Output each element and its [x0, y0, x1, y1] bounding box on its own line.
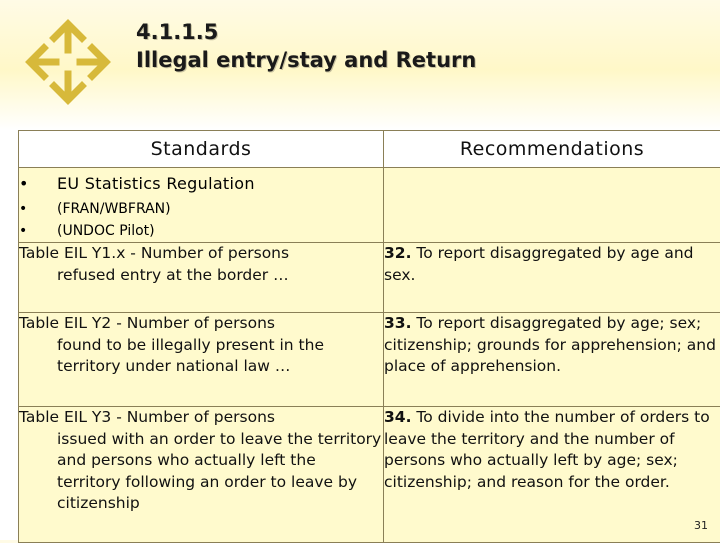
- standard-cell: [19, 407, 384, 543]
- standards-table: [18, 130, 720, 543]
- recommendation-number: 32.: [384, 244, 411, 262]
- four-arrows-icon: [24, 18, 112, 106]
- recommendation-number: 33.: [384, 314, 411, 332]
- recommendation-text: To report disaggregated by age; sex; citizenship; grounds for apprehension; and place of apprehension.: [384, 314, 716, 375]
- list-item: • EU Statistics Regulation: [19, 168, 383, 198]
- title-text: Illegal entry/stay and Return: [136, 46, 476, 74]
- list-item: • (UNDOC Pilot): [19, 220, 383, 242]
- section-number: 4.1.1.5: [136, 18, 476, 46]
- standard-cell: [19, 243, 384, 313]
- recommendation-text: To report disaggregated by age and sex.: [384, 244, 694, 284]
- slide-title: [136, 18, 476, 74]
- standard-cell: [19, 313, 384, 407]
- standard-detail: found to be illegally present in the territory under national law …: [19, 335, 383, 378]
- standard-title: Table EIL Y1.x - Number of persons: [19, 243, 383, 265]
- bullet-text: (FRAN/WBFRAN): [57, 198, 171, 220]
- table-row: [19, 313, 720, 407]
- standard-detail: refused entry at the border …: [19, 265, 383, 287]
- recommendation-cell: [384, 243, 720, 313]
- standard-detail: issued with an order to leave the territory and persons who actually left the territory following an order to leave by citizenship: [19, 429, 383, 515]
- bullet-list: [19, 168, 384, 243]
- standard-title: Table EIL Y2 - Number of persons: [19, 313, 383, 335]
- table-header-row: [19, 131, 720, 168]
- recommendation-cell: [384, 407, 720, 543]
- header-recommendations: Recommendations: [384, 131, 720, 168]
- empty-cell: [384, 168, 720, 243]
- recommendation-text: To divide into the number of orders to leave the territory and the number of persons who actually left by age; sex; citizenship; and reason for the order.: [384, 408, 710, 491]
- recommendation-cell: [384, 313, 720, 407]
- bullet-text: (UNDOC Pilot): [57, 220, 155, 242]
- table-row: [19, 243, 720, 313]
- table-row: [19, 168, 720, 243]
- page-number: 31: [694, 519, 708, 532]
- standard-title: Table EIL Y3 - Number of persons: [19, 407, 383, 429]
- list-item: • (FRAN/WBFRAN): [19, 198, 383, 220]
- bullet-text: EU Statistics Regulation: [57, 170, 255, 198]
- table-row: [19, 407, 720, 543]
- recommendation-number: 34.: [384, 408, 411, 426]
- header-standards: Standards: [19, 131, 384, 168]
